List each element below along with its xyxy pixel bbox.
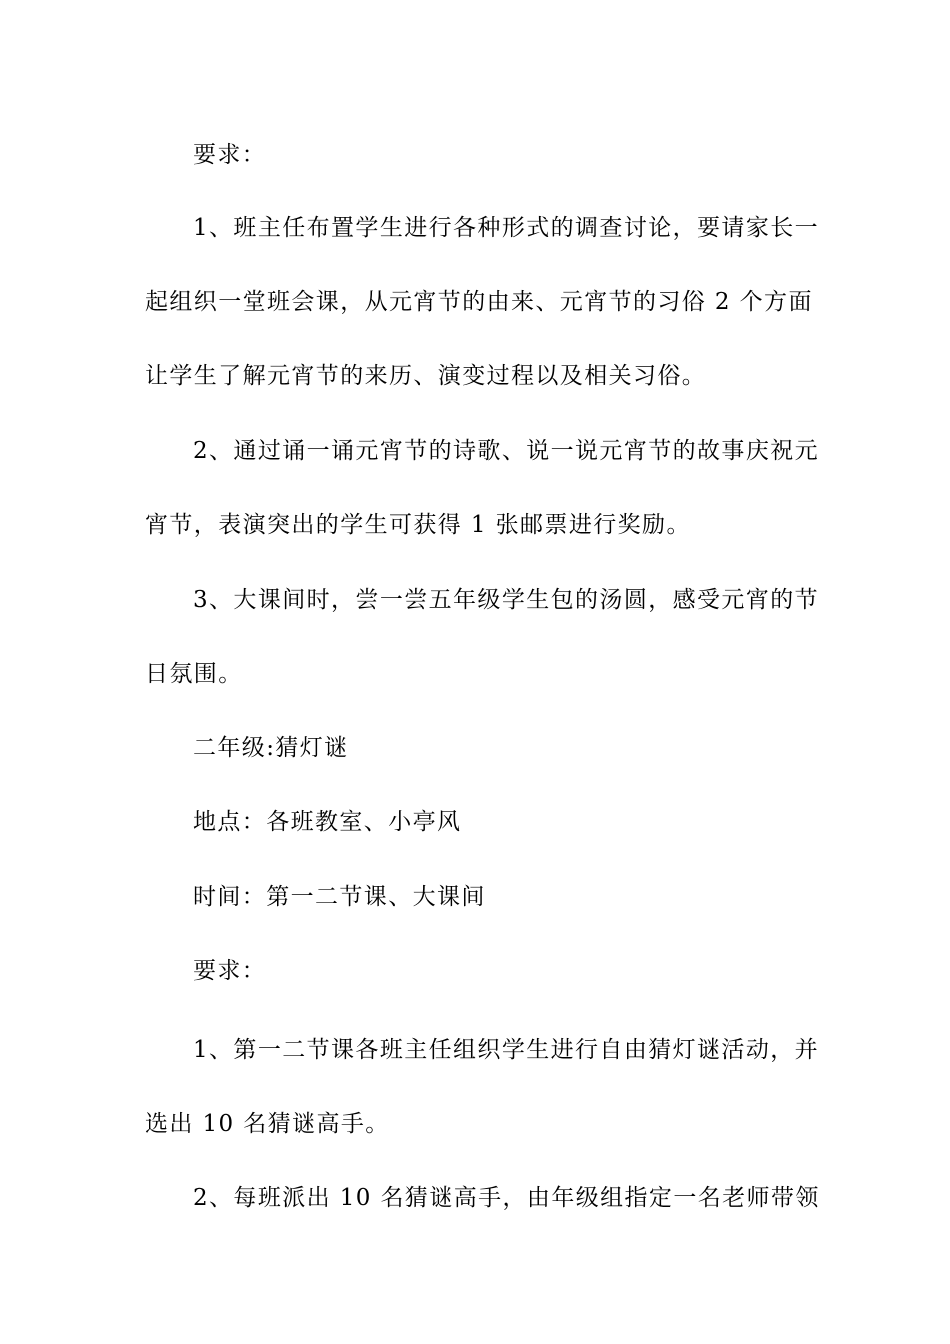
paragraph-heading-requirements: 要求： <box>193 958 267 984</box>
paragraph-line: 日氛围。 <box>145 661 243 687</box>
paragraph-line: 2、每班派出 10 名猜谜高手，由年级组指定一名老师带领 <box>193 1185 820 1211</box>
paragraph-line: 选出 10 名猜谜高手。 <box>145 1111 390 1137</box>
paragraph-heading-requirements: 要求： <box>193 142 267 168</box>
location-line: 地点：各班教室、小亭风 <box>193 809 462 835</box>
paragraph-line: 1、班主任布置学生进行各种形式的调查讨论，要请家长一 <box>193 215 820 241</box>
paragraph-line: 起组织一堂班会课，从元宵节的由来、元宵节的习俗 2 个方面 <box>145 289 813 315</box>
section-heading-grade-two: 二年级:猜灯谜 <box>193 735 349 761</box>
paragraph-line: 2、通过诵一诵元宵节的诗歌、说一说元宵节的故事庆祝元 <box>193 438 820 464</box>
paragraph-line: 让学生了解元宵节的来历、演变过程以及相关习俗。 <box>145 363 707 389</box>
paragraph-line: 1、第一二节课各班主任组织学生进行自由猜灯谜活动，并 <box>193 1037 820 1063</box>
paragraph-line: 3、大课间时，尝一尝五年级学生包的汤圆，感受元宵的节 <box>193 587 820 613</box>
paragraph-line: 宵节，表演突出的学生可获得 1 张邮票进行奖励。 <box>145 512 691 538</box>
time-line: 时间：第一二节课、大课间 <box>193 884 486 910</box>
